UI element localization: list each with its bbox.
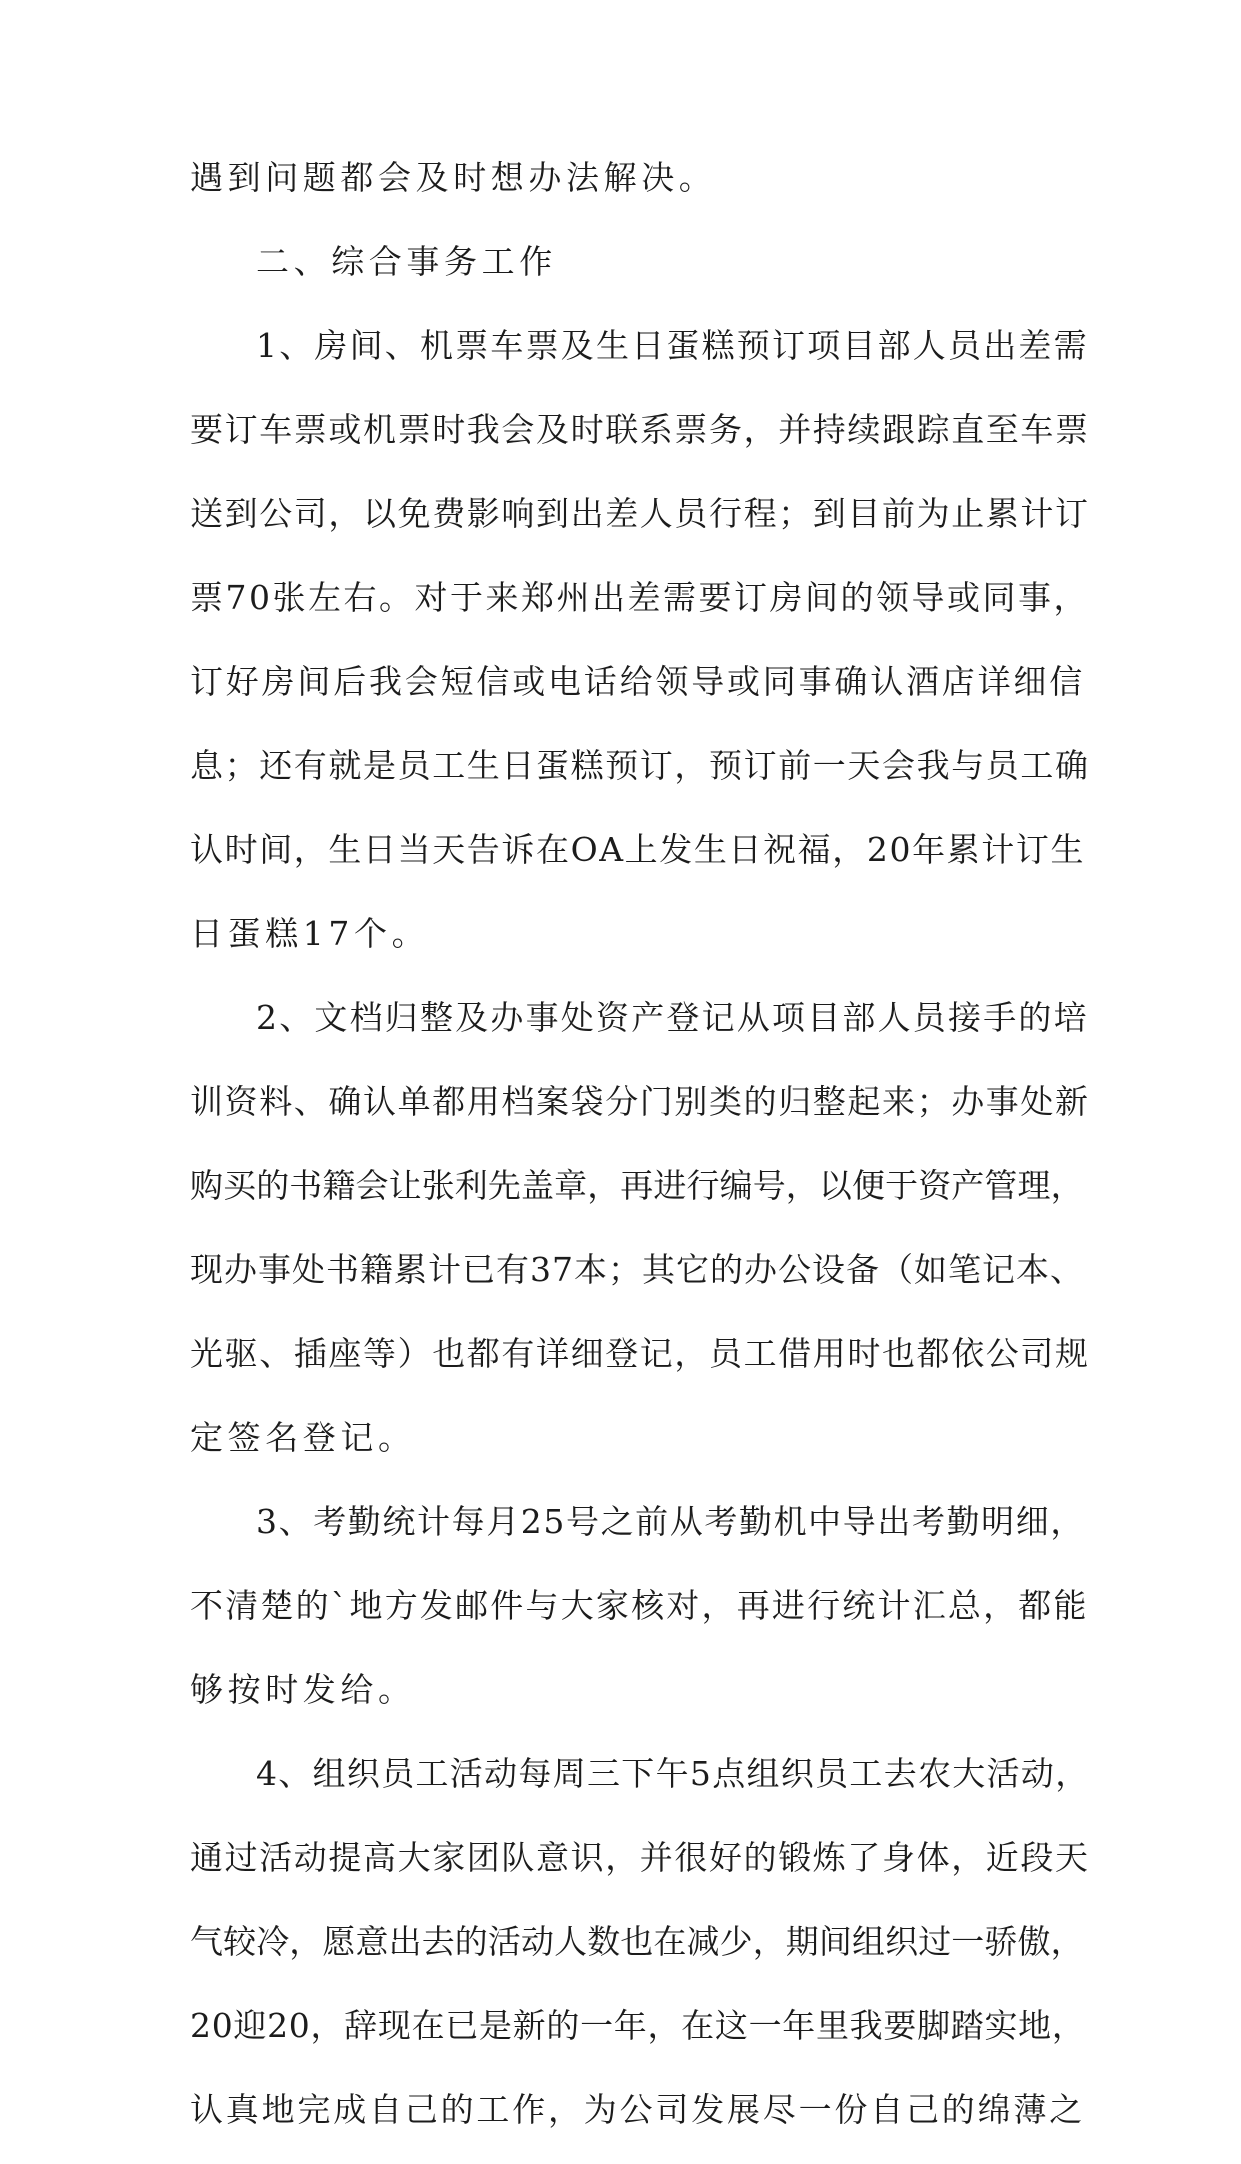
- body-text-line: 认真地完成自己的工作，为公司发展尽一份自己的绵薄之: [190, 2090, 1085, 2129]
- body-text-line: 二、综合事务工作: [256, 242, 557, 281]
- body-text-line: 送到公司，以免费影响到出差人员行程；到目前为止累计订: [190, 494, 1090, 533]
- body-text-line: 气较冷，愿意出去的活动人数也在减少，期间组织过一骄傲，: [190, 1922, 1084, 1961]
- body-text-line: 定签名登记。: [190, 1418, 416, 1457]
- body-text-line: 2、文档归整及办事处资产登记从项目部人员接手的培: [256, 998, 1089, 1037]
- body-text-line: 4、组织员工活动每周三下午5点组织员工去农大活动，: [256, 1754, 1090, 1793]
- body-text-line: 票70张左右。对于来郑州出差需要订房间的领导或同事，: [190, 578, 1089, 617]
- body-text-line: 够按时发给。: [190, 1670, 416, 1709]
- body-text-line: 3、考勤统计每月25号之前从考勤机中导出考勤明细，: [256, 1502, 1085, 1541]
- body-text-line: 息；还有就是员工生日蛋糕预订，预订前一天会我与员工确: [190, 746, 1090, 785]
- body-text-line: 遇到问题都会及时想办法解决。: [190, 158, 717, 197]
- body-text-line: 通过活动提高大家团队意识，并很好的锻炼了身体，近段天: [190, 1838, 1090, 1877]
- body-text-line: 现办事处书籍累计已有37本；其它的办公设备（如笔记本、: [190, 1250, 1084, 1289]
- document-body: [190, 148, 1090, 2164]
- body-text-line: 订好房间后我会短信或电话给领导或同事确认酒店详细信: [190, 662, 1085, 701]
- body-text-line: 认时间，生日当天告诉在OA上发生日祝福，20年累计订生: [190, 830, 1086, 869]
- body-text-line: 光驱、插座等）也都有详细登记，员工借用时也都依公司规: [190, 1334, 1090, 1373]
- body-text-line: 不清楚的`地方发邮件与大家核对，再进行统计汇总，都能: [190, 1586, 1089, 1625]
- body-text-line: 训资料、确认单都用档案袋分门别类的归整起来；办事处新: [190, 1082, 1090, 1121]
- body-text-line: 1、房间、机票车票及生日蛋糕预订项目部人员出差需: [256, 326, 1089, 365]
- body-text-line: 要订车票或机票时我会及时联系票务，并持续跟踪直至车票: [190, 410, 1090, 449]
- body-text-line: 20迎20，辞现在已是新的一年，在这一年里我要脚踏实地，: [190, 2006, 1086, 2045]
- body-text-line: 日蛋糕17个。: [190, 914, 430, 953]
- body-text-line: 购买的书籍会让张利先盖章，再进行编号，以便于资产管理，: [190, 1166, 1084, 1205]
